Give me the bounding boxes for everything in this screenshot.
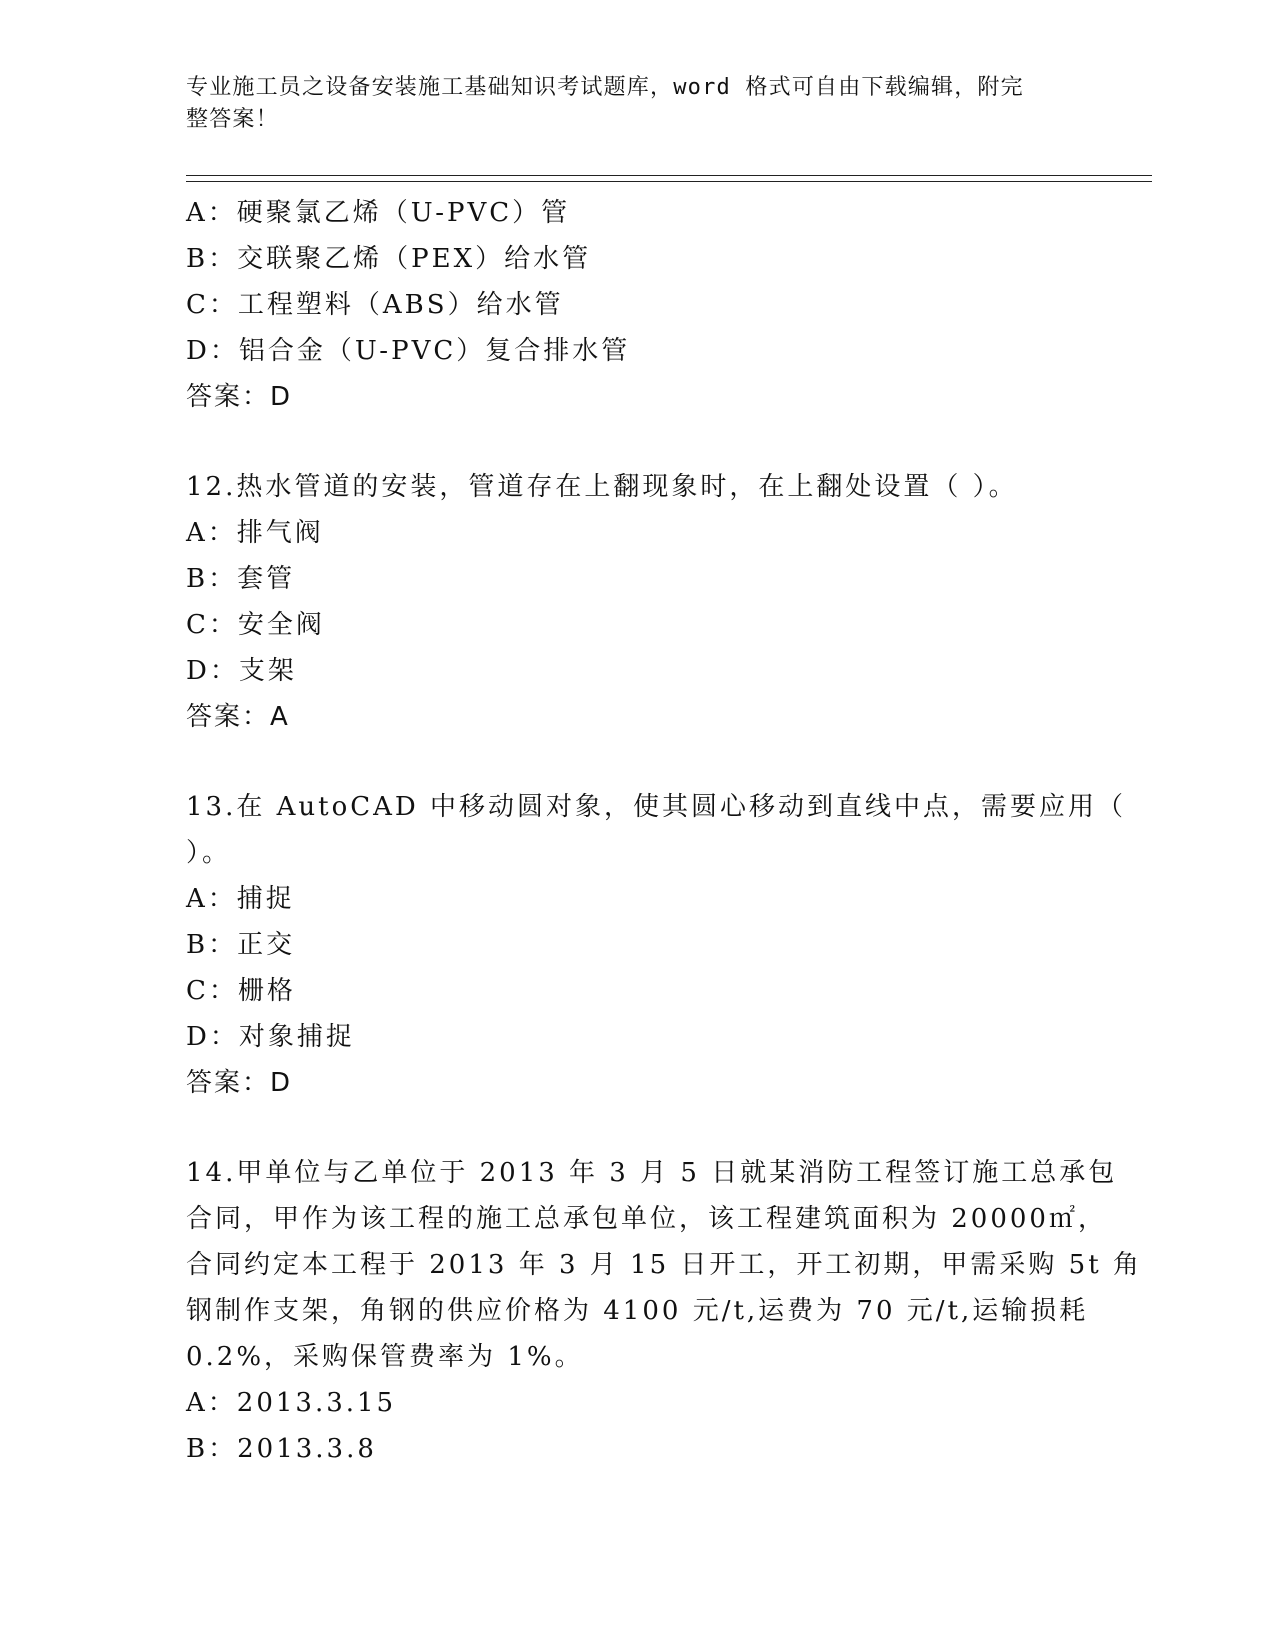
header-divider-bottom (186, 181, 1152, 182)
header-divider-top (186, 175, 1152, 176)
option-a: A：2013.3.15 (186, 1388, 397, 1418)
option-c: C：栅格 (186, 976, 296, 1006)
option-a: A：排气阀 (186, 518, 324, 548)
question-11 (186, 190, 1086, 420)
option-a: A：硬聚氯乙烯（U-PVC）管 (186, 198, 571, 228)
option-c: C：安全阀 (186, 610, 325, 640)
question-stem-line-1: 13.在 AutoCAD 中移动圆对象，使其圆心移动到直线中点，需要应用（ (186, 792, 1127, 822)
header-line-1: 专业施工员之设备安装施工基础知识考试题库，word 格式可自由下载编辑，附完 (186, 75, 1024, 100)
answer-line: 答案：A (186, 702, 290, 732)
question-13 (186, 784, 1127, 1106)
question-stem-line-2: 合同，甲作为该工程的施工总承包单位，该工程建筑面积为 20000㎡， (186, 1204, 1107, 1234)
answer-line: 答案：D (186, 1068, 293, 1098)
option-b: B：2013.3.8 (186, 1434, 377, 1464)
answer-line: 答案：D (186, 382, 293, 412)
option-b: B：交联聚乙烯（PEX）给水管 (186, 244, 592, 274)
question-stem-line-1: 14.甲单位与乙单位于 2013 年 3 月 5 日就某消防工程签订施工总承包 (186, 1158, 1118, 1188)
header-line-2: 整答案！ (186, 107, 279, 132)
question-14 (186, 1150, 1142, 1472)
option-d: D：对象捕捉 (186, 1022, 355, 1052)
spacer (186, 1106, 1086, 1150)
question-stem-line-3: 合同约定本工程于 2013 年 3 月 15 日开工，开工初期，甲需采购 5t 角 (186, 1250, 1142, 1280)
option-d: D：支架 (186, 656, 297, 686)
question-stem-line-2: ）。 (186, 838, 232, 868)
option-d: D：铝合金（U-PVC）复合排水管 (186, 336, 631, 366)
question-stem-line-5: 0.2%，采购保管费率为 1%。 (186, 1342, 584, 1372)
spacer (186, 740, 1086, 784)
option-a: A：捕捉 (186, 884, 295, 914)
option-c: C：工程塑料（ABS）给水管 (186, 290, 564, 320)
option-b: B：正交 (186, 930, 296, 960)
question-stem: 12.热水管道的安装，管道存在上翻现象时，在上翻处设置（ ）。 (186, 472, 1018, 502)
question-12 (186, 464, 1086, 740)
spacer (186, 420, 1086, 464)
question-list (186, 190, 1142, 1472)
document-header (186, 72, 1066, 136)
question-stem-line-4: 钢制作支架，角钢的供应价格为 4100 元/t,运费为 70 元/t,运输损耗 (186, 1296, 1089, 1326)
option-b: B：套管 (186, 564, 296, 594)
